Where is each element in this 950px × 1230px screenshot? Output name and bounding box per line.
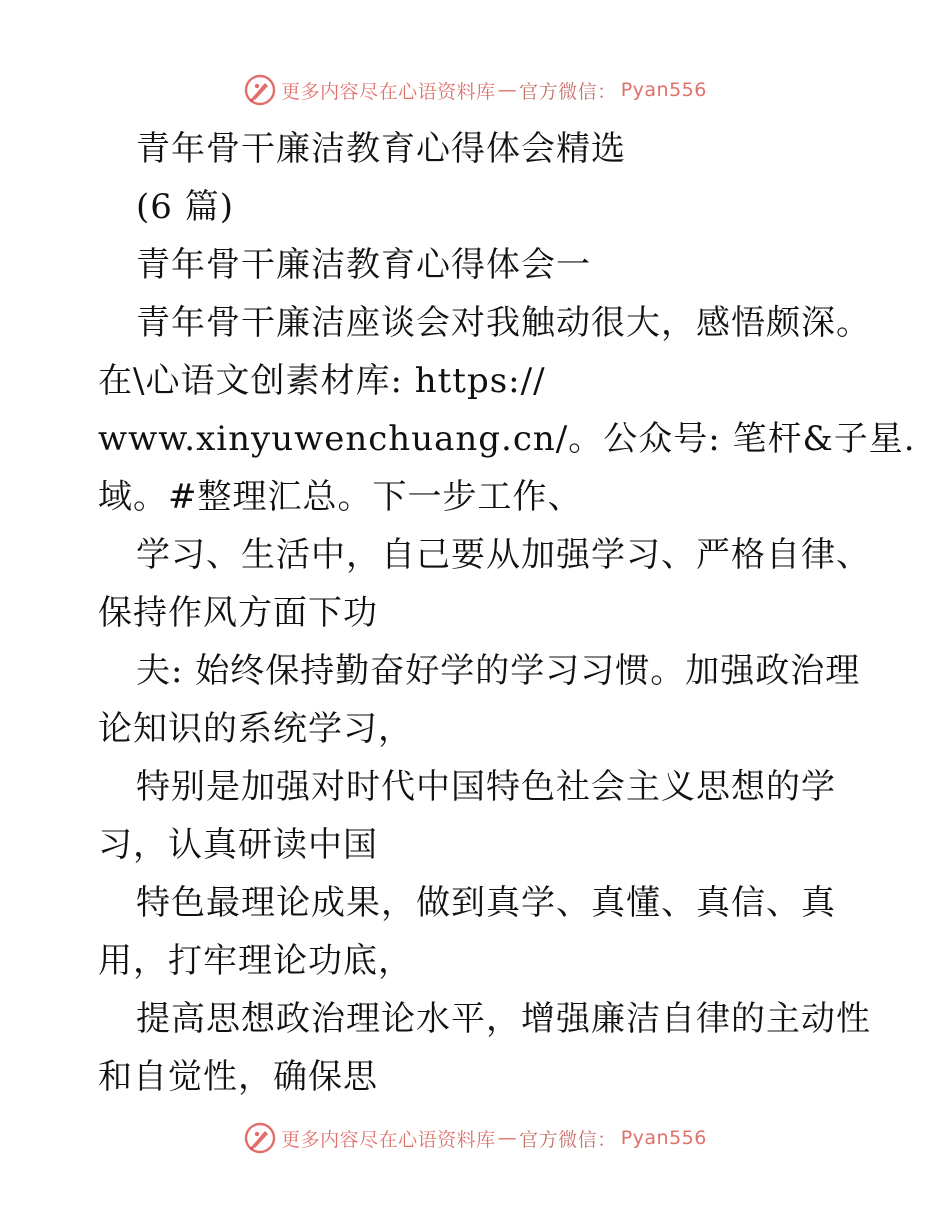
document-body [98, 120, 916, 1106]
header-banner-main-text: 更多内容尽在心语资料库 [281, 80, 496, 103]
header-banner [0, 70, 950, 110]
paragraph-line: www.xinyuwenchuang.cn/。公众号: 笔杆&子星. [98, 419, 916, 459]
document-title-line-1: 青年骨干廉洁教育心得体会精选 [136, 129, 626, 169]
pen-logo-icon [243, 1121, 277, 1155]
paragraph-line: 保持作风方面下功 [98, 593, 378, 633]
footer-banner-main-text: 更多内容尽在心语资料库 [281, 1128, 496, 1151]
paragraph-line: 习，认真研读中国 [98, 825, 378, 865]
footer-banner [0, 1118, 950, 1158]
paragraph-line: 提高思想政治理论水平，增强廉洁自律的主动性 [136, 999, 871, 1039]
paragraph-line: 夫: 始终保持勤奋好学的学习习惯。加强政治理 [136, 651, 861, 691]
footer-banner-wechat-id: Pyan556 [620, 1127, 707, 1149]
footer-banner-wechat-label: 官方微信： [519, 1128, 617, 1151]
document-title-line-2: (6 篇) [136, 187, 234, 227]
header-banner-separator: — [497, 79, 518, 101]
paragraph-line: 特别是加强对时代中国特色社会主义思想的学 [136, 767, 836, 807]
header-banner-wechat-id: Pyan556 [620, 79, 707, 101]
paragraph-line: 论知识的系统学习， [98, 709, 413, 749]
footer-banner-separator: — [497, 1127, 518, 1149]
paragraph-line: 学习、生活中，自己要从加强学习、严格自律、 [136, 535, 871, 575]
paragraph-line: 用，打牢理论功底， [98, 941, 413, 981]
header-banner-wechat-label: 官方微信： [519, 80, 617, 103]
paragraph-line: 和自觉性，确保思 [98, 1057, 378, 1097]
paragraph-line: 青年骨干廉洁座谈会对我触动很大，感悟颇深。 [136, 303, 871, 343]
paragraph-line: 在\心语文创素材库: https:// [98, 361, 546, 401]
paragraph-line: 域。#整理汇总。下一步工作、 [98, 477, 583, 517]
paragraph-line: 特色最理论成果，做到真学、真懂、真信、真 [136, 883, 836, 923]
section-heading: 青年骨干廉洁教育心得体会一 [136, 245, 591, 285]
pen-logo-icon [243, 73, 277, 107]
